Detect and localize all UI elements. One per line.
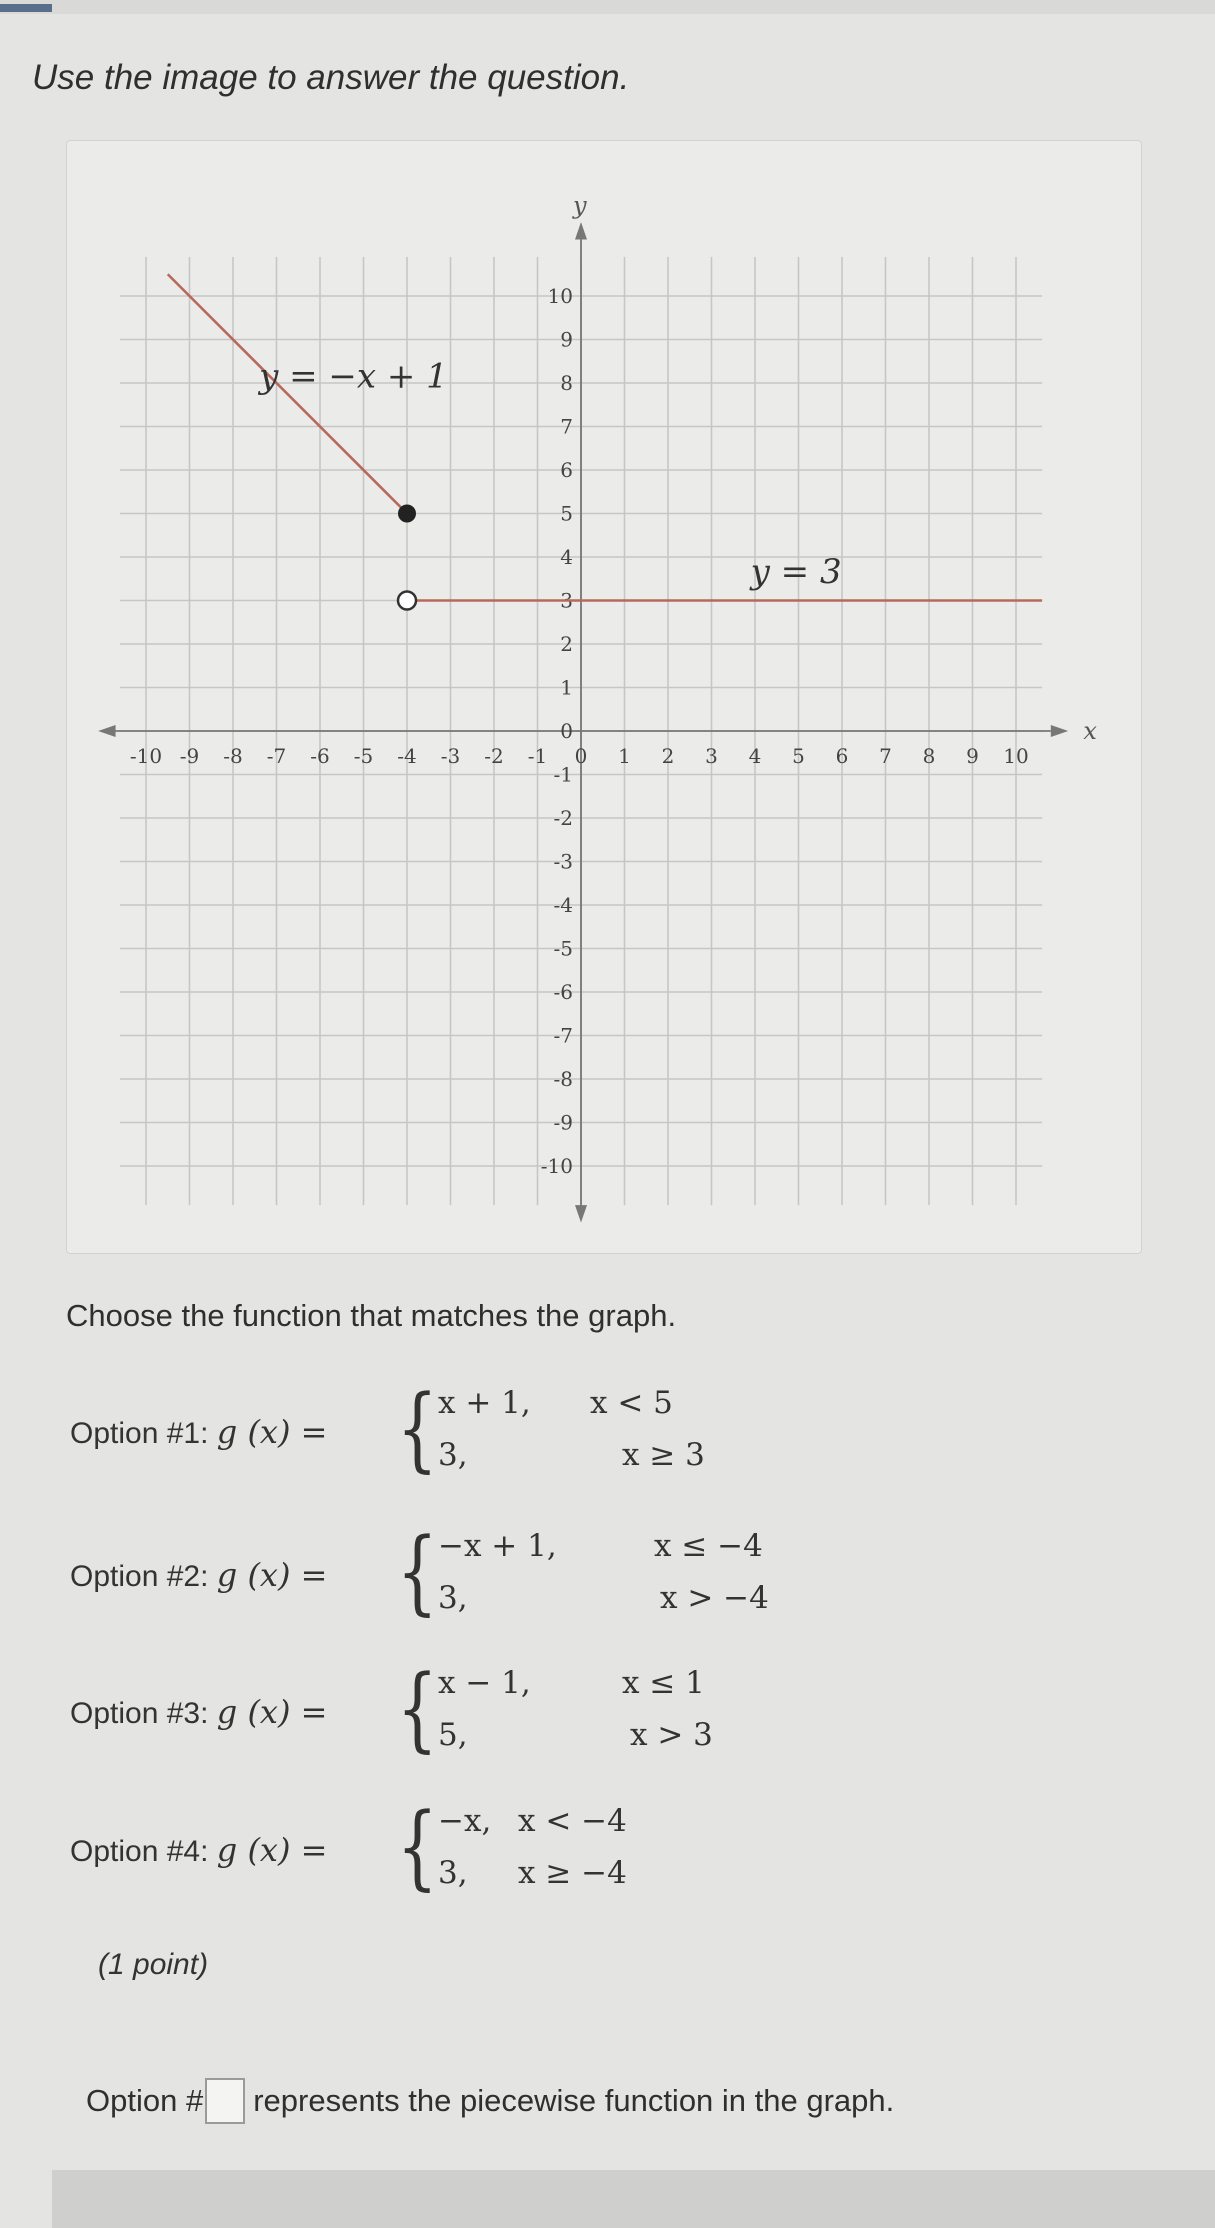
brace-icon: {: [396, 1518, 438, 1625]
case-1-condition: x < 5: [590, 1385, 673, 1421]
x-tick-label: -5: [353, 744, 374, 768]
x-tick-label: -10: [129, 744, 163, 768]
y-tick-label: 3: [560, 588, 573, 613]
brace-icon: {: [396, 1375, 438, 1482]
option-label: Option #3:: [70, 1697, 209, 1730]
function-name: g (x) =: [216, 1413, 328, 1451]
x-tick-label: 3: [705, 744, 718, 768]
option-3: [70, 1655, 970, 1765]
option-label: Option #4:: [70, 1835, 209, 1868]
y-tick-label: 5: [560, 501, 573, 526]
y-tick-label: -7: [553, 1023, 573, 1048]
function-name: g (x) =: [216, 1556, 328, 1594]
y-tick-label: 8: [560, 371, 573, 395]
footer-bar: [52, 2170, 1215, 2228]
case-1-expression: −x + 1,: [438, 1528, 557, 1564]
x-tick-label: -1: [527, 744, 548, 768]
y-tick-label: -6: [553, 980, 573, 1004]
x-tick-label: 2: [661, 744, 675, 768]
x-tick-label: 1: [618, 744, 631, 768]
option-2: [70, 1518, 970, 1628]
progress-accent: [0, 4, 52, 12]
brace-icon: {: [396, 1793, 438, 1900]
points-label: (1 point): [98, 1948, 209, 1981]
function-name: g (x) =: [216, 1831, 328, 1869]
case-2-expression: 3,: [438, 1437, 468, 1473]
equation-label-left: y = −x + 1: [259, 356, 448, 397]
y-tick-label: -5: [553, 936, 573, 961]
x-axis-label: x: [1083, 717, 1097, 745]
x-tick-label: 0: [574, 744, 588, 768]
y-tick-label: 2: [560, 632, 573, 656]
answer-row: [86, 2078, 894, 2124]
graph-card: [66, 140, 1142, 1254]
x-tick-label: -8: [223, 744, 243, 768]
x-tick-label: 6: [835, 744, 849, 768]
y-tick-label: -4: [553, 893, 573, 917]
y-tick-label: -3: [553, 849, 573, 874]
y-tick-label: 4: [560, 545, 573, 569]
case-2-expression: 5,: [438, 1717, 468, 1753]
y-tick-label: -1: [553, 762, 573, 787]
case-1-condition: x ≤ −4: [654, 1528, 763, 1564]
y-axis-label: y: [573, 191, 587, 220]
y-tick-label: 7: [560, 414, 573, 439]
y-tick-label: 1: [560, 675, 573, 700]
case-1-condition: x ≤ 1: [622, 1665, 705, 1701]
x-tick-label: 8: [922, 744, 936, 768]
x-tick-label: 9: [966, 744, 979, 768]
closed-endpoint: [398, 505, 416, 523]
open-endpoint: [398, 592, 416, 610]
coordinate-graph: [67, 141, 1141, 1253]
y-axis-arrow-up-icon: [575, 222, 587, 239]
x-axis-arrow-right-icon: [1051, 725, 1068, 737]
x-tick-label: 5: [792, 744, 805, 768]
x-tick-label: 7: [879, 744, 892, 768]
brace-icon: {: [396, 1655, 438, 1762]
y-tick-label: 9: [560, 327, 573, 352]
case-1-expression: x + 1,: [438, 1385, 531, 1421]
case-2-condition: x ≥ −4: [518, 1855, 627, 1891]
x-tick-label: -9: [179, 744, 200, 768]
x-axis-arrow-left-icon: [98, 725, 115, 737]
case-2-condition: x > 3: [630, 1717, 713, 1753]
y-tick-label: 6: [560, 458, 573, 482]
x-tick-label: -4: [397, 744, 417, 768]
answer-input[interactable]: [205, 2078, 245, 2124]
y-tick-label: 0: [560, 719, 573, 743]
case-2-condition: x ≥ 3: [622, 1437, 705, 1473]
answer-suffix: represents the piecewise function in the graph.: [253, 2083, 895, 2118]
case-1-expression: −x,: [438, 1803, 492, 1839]
top-bar: [0, 0, 1215, 14]
equation-label-right: y = 3: [750, 552, 842, 593]
option-1: [70, 1375, 970, 1485]
x-tick-label: 10: [1003, 744, 1029, 768]
option-4: [70, 1793, 970, 1903]
case-2-expression: 3,: [438, 1855, 468, 1891]
case-2-expression: 3,: [438, 1580, 468, 1616]
y-tick-label: 10: [547, 284, 573, 308]
answer-prefix: Option #: [86, 2083, 204, 2118]
y-tick-label: -10: [540, 1154, 573, 1178]
x-tick-label: -3: [440, 744, 461, 768]
prompt-text: Use the image to answer the question.: [32, 58, 630, 97]
x-tick-label: 4: [748, 744, 762, 768]
x-tick-label: -2: [484, 744, 504, 768]
case-1-condition: x < −4: [518, 1803, 627, 1839]
case-1-expression: x − 1,: [438, 1665, 531, 1701]
x-tick-label: -6: [310, 744, 330, 768]
y-axis-arrow-down-icon: [575, 1205, 587, 1222]
x-tick-label: -7: [266, 744, 287, 768]
option-label: Option #2:: [70, 1560, 209, 1593]
y-tick-label: -8: [553, 1067, 573, 1091]
y-tick-label: -2: [553, 806, 573, 830]
question-text: Choose the function that matches the graph.: [66, 1298, 677, 1333]
y-tick-label: -9: [553, 1110, 573, 1135]
case-2-condition: x > −4: [660, 1580, 769, 1616]
option-label: Option #1:: [70, 1417, 209, 1450]
function-name: g (x) =: [216, 1693, 328, 1731]
